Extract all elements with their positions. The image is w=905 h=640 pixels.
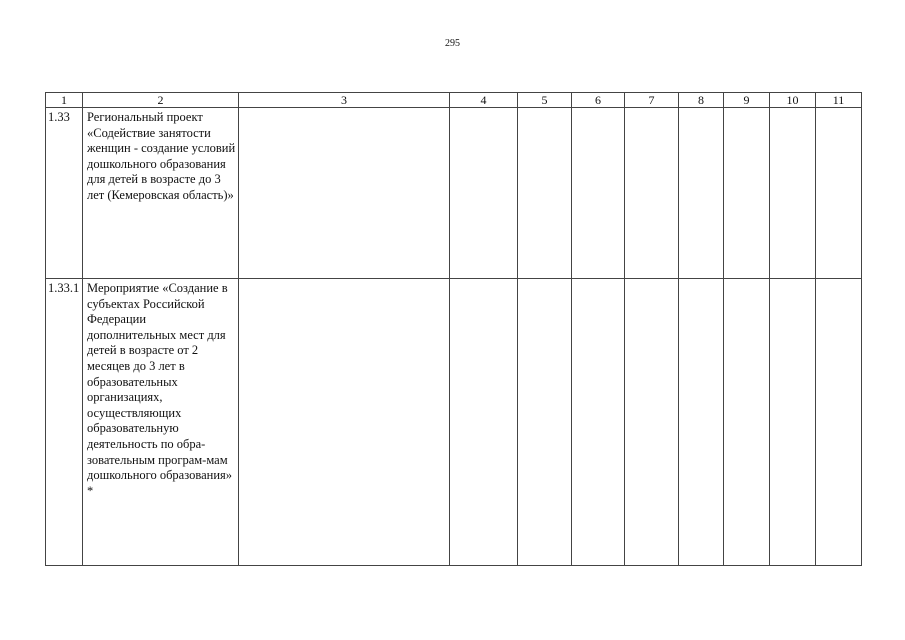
cell (572, 279, 625, 566)
cell (816, 108, 862, 279)
cell (572, 108, 625, 279)
cell (239, 108, 450, 279)
data-table (45, 92, 862, 566)
column-header-6: 6 (572, 93, 625, 108)
column-header-11: 11 (816, 93, 862, 108)
cell (770, 108, 816, 279)
table-row (46, 108, 862, 279)
row-title: Региональный проект «Содействие занятости женщин - создание условий дошкольного образования для детей в возрасте до 3 лет (Кемеровская область)» (83, 108, 239, 279)
header-row (46, 93, 862, 108)
cell (450, 279, 518, 566)
cell (724, 108, 770, 279)
column-header-10: 10 (770, 93, 816, 108)
row-title: Мероприятие «Создание в субъектах Российской Федерации дополнительных мест для детей в возрасте от 2 месяцев до 3 лет в образовательных организациях, осуществляющих образовательную деятельность по обра-зовательным програм-мам дошкольного образования» * (83, 279, 239, 566)
cell (450, 108, 518, 279)
column-header-4: 4 (450, 93, 518, 108)
row-number: 1.33.1 (46, 279, 83, 566)
column-header-5: 5 (518, 93, 572, 108)
cell (816, 279, 862, 566)
cell (518, 108, 572, 279)
cell (239, 279, 450, 566)
cell (770, 279, 816, 566)
cell (679, 279, 724, 566)
column-header-1: 1 (46, 93, 83, 108)
column-header-2: 2 (83, 93, 239, 108)
column-header-8: 8 (679, 93, 724, 108)
column-header-3: 3 (239, 93, 450, 108)
cell (625, 279, 679, 566)
cell (679, 108, 724, 279)
row-number: 1.33 (46, 108, 83, 279)
cell (518, 279, 572, 566)
column-header-7: 7 (625, 93, 679, 108)
table-row (46, 279, 862, 566)
cell (625, 108, 679, 279)
page-number: 295 (445, 38, 460, 49)
cell (724, 279, 770, 566)
column-header-9: 9 (724, 93, 770, 108)
